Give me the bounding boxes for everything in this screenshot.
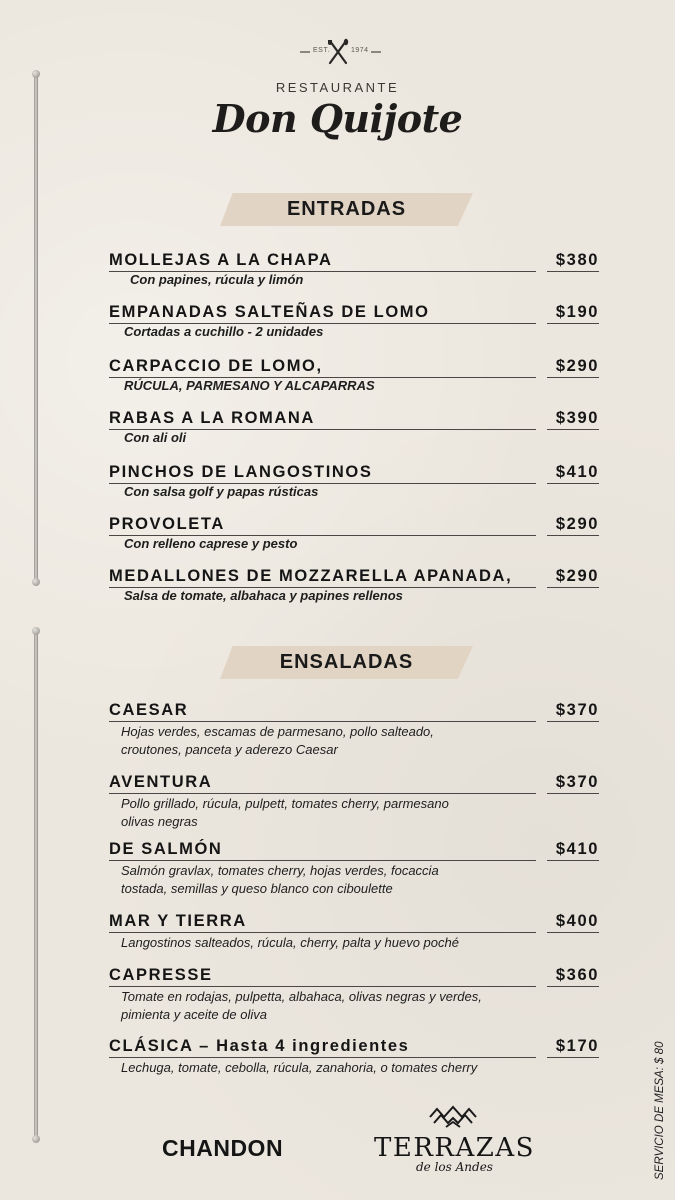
item-description: croutones, panceta y aderezo Caesar [121,742,338,757]
item-description: Langostinos salteados, rúcula, cherry, palta y huevo poché [121,935,459,950]
restaurant-logo: Don Quijote [212,96,463,141]
divider [371,51,381,53]
item-price: $190 [547,302,599,324]
item-description: Pollo grillado, rúcula, pulpett, tomates cherry, parmesano [121,796,449,811]
terrazas-subtitle: de los Andes [416,1160,493,1174]
item-name: CARPACCIO DE LOMO, [109,356,536,378]
item-description: RÚCULA, PARMESANO Y ALCAPARRAS [124,378,375,393]
item-price: $290 [547,514,599,536]
item-price: $390 [547,408,599,430]
item-name: PINCHOS DE LANGOSTINOS [109,462,536,484]
item-description: Con papines, rúcula y limón [130,272,304,287]
item-description: Con ali oli [124,430,187,445]
item-name: AVENTURA [109,772,536,794]
item-description: Cortadas a cuchillo - 2 unidades [124,324,324,339]
item-description: Con relleno caprese y pesto [124,536,298,551]
item-description: Tomate en rodajas, pulpetta, albahaca, olivas negras y verdes, [121,989,482,1004]
decorative-rail-bottom [34,631,38,1139]
restaurant-label: RESTAURANTE [275,80,400,95]
item-name: CAESAR [109,700,536,722]
item-name: MEDALLONES DE MOZZARELLA APANADA, [109,566,536,588]
item-description: pimienta y aceite de oliva [121,1007,267,1022]
table-service-note: SERVICIO DE MESA: $ 80 [654,1041,666,1180]
item-name: CAPRESSE [109,965,536,987]
item-name: DE SALMÓN [109,839,536,861]
item-description: Salsa de tomate, albahaca y papines rellenos [124,588,403,603]
terrazas-logo: TERRAZAS [374,1133,535,1163]
item-name: EMPANADAS SALTEÑAS DE LOMO [109,302,536,324]
item-name: MAR Y TIERRA [109,911,536,933]
item-price: $410 [547,462,599,484]
item-price: $370 [547,772,599,794]
item-price: $410 [547,839,599,861]
item-description: Con salsa golf y papas rústicas [124,484,319,499]
item-name: RABAS A LA ROMANA [109,408,536,430]
item-price: $290 [547,356,599,378]
item-description: tostada, semillas y queso blanco con ciboulette [121,881,393,896]
chandon-logo: CHANDON [162,1135,284,1161]
crossed-utensils-icon [326,38,350,66]
section-header-entradas [220,193,473,226]
divider [300,51,310,53]
item-description: olivas negras [121,814,198,829]
decorative-rail-top [34,74,38,582]
terrazas-emblem-icon [428,1103,478,1129]
item-price: $170 [547,1036,599,1058]
section-title: ENTRADAS [286,198,407,220]
item-name: CLÁSICA – Hasta 4 ingredientes [109,1036,536,1058]
item-name: MOLLEJAS A LA CHAPA [109,250,536,272]
item-description: Lechuga, tomate, cebolla, rúcula, zanahoria, o tomates cherry [121,1060,478,1075]
item-price: $290 [547,566,599,588]
section-header-ensaladas [220,646,473,679]
item-name: PROVOLETA [109,514,536,536]
item-description: Salmón gravlax, tomates cherry, hojas verdes, focaccia [121,863,439,878]
item-price: $370 [547,700,599,722]
item-price: $360 [547,965,599,987]
est-label: EST. [313,47,330,54]
item-price: $400 [547,911,599,933]
item-description: Hojas verdes, escamas de parmesano, pollo salteado, [121,724,434,739]
established-badge [0,38,675,66]
item-price: $380 [547,250,599,272]
section-title: ENSALADAS [279,651,414,673]
est-year: 1974 [351,47,369,54]
